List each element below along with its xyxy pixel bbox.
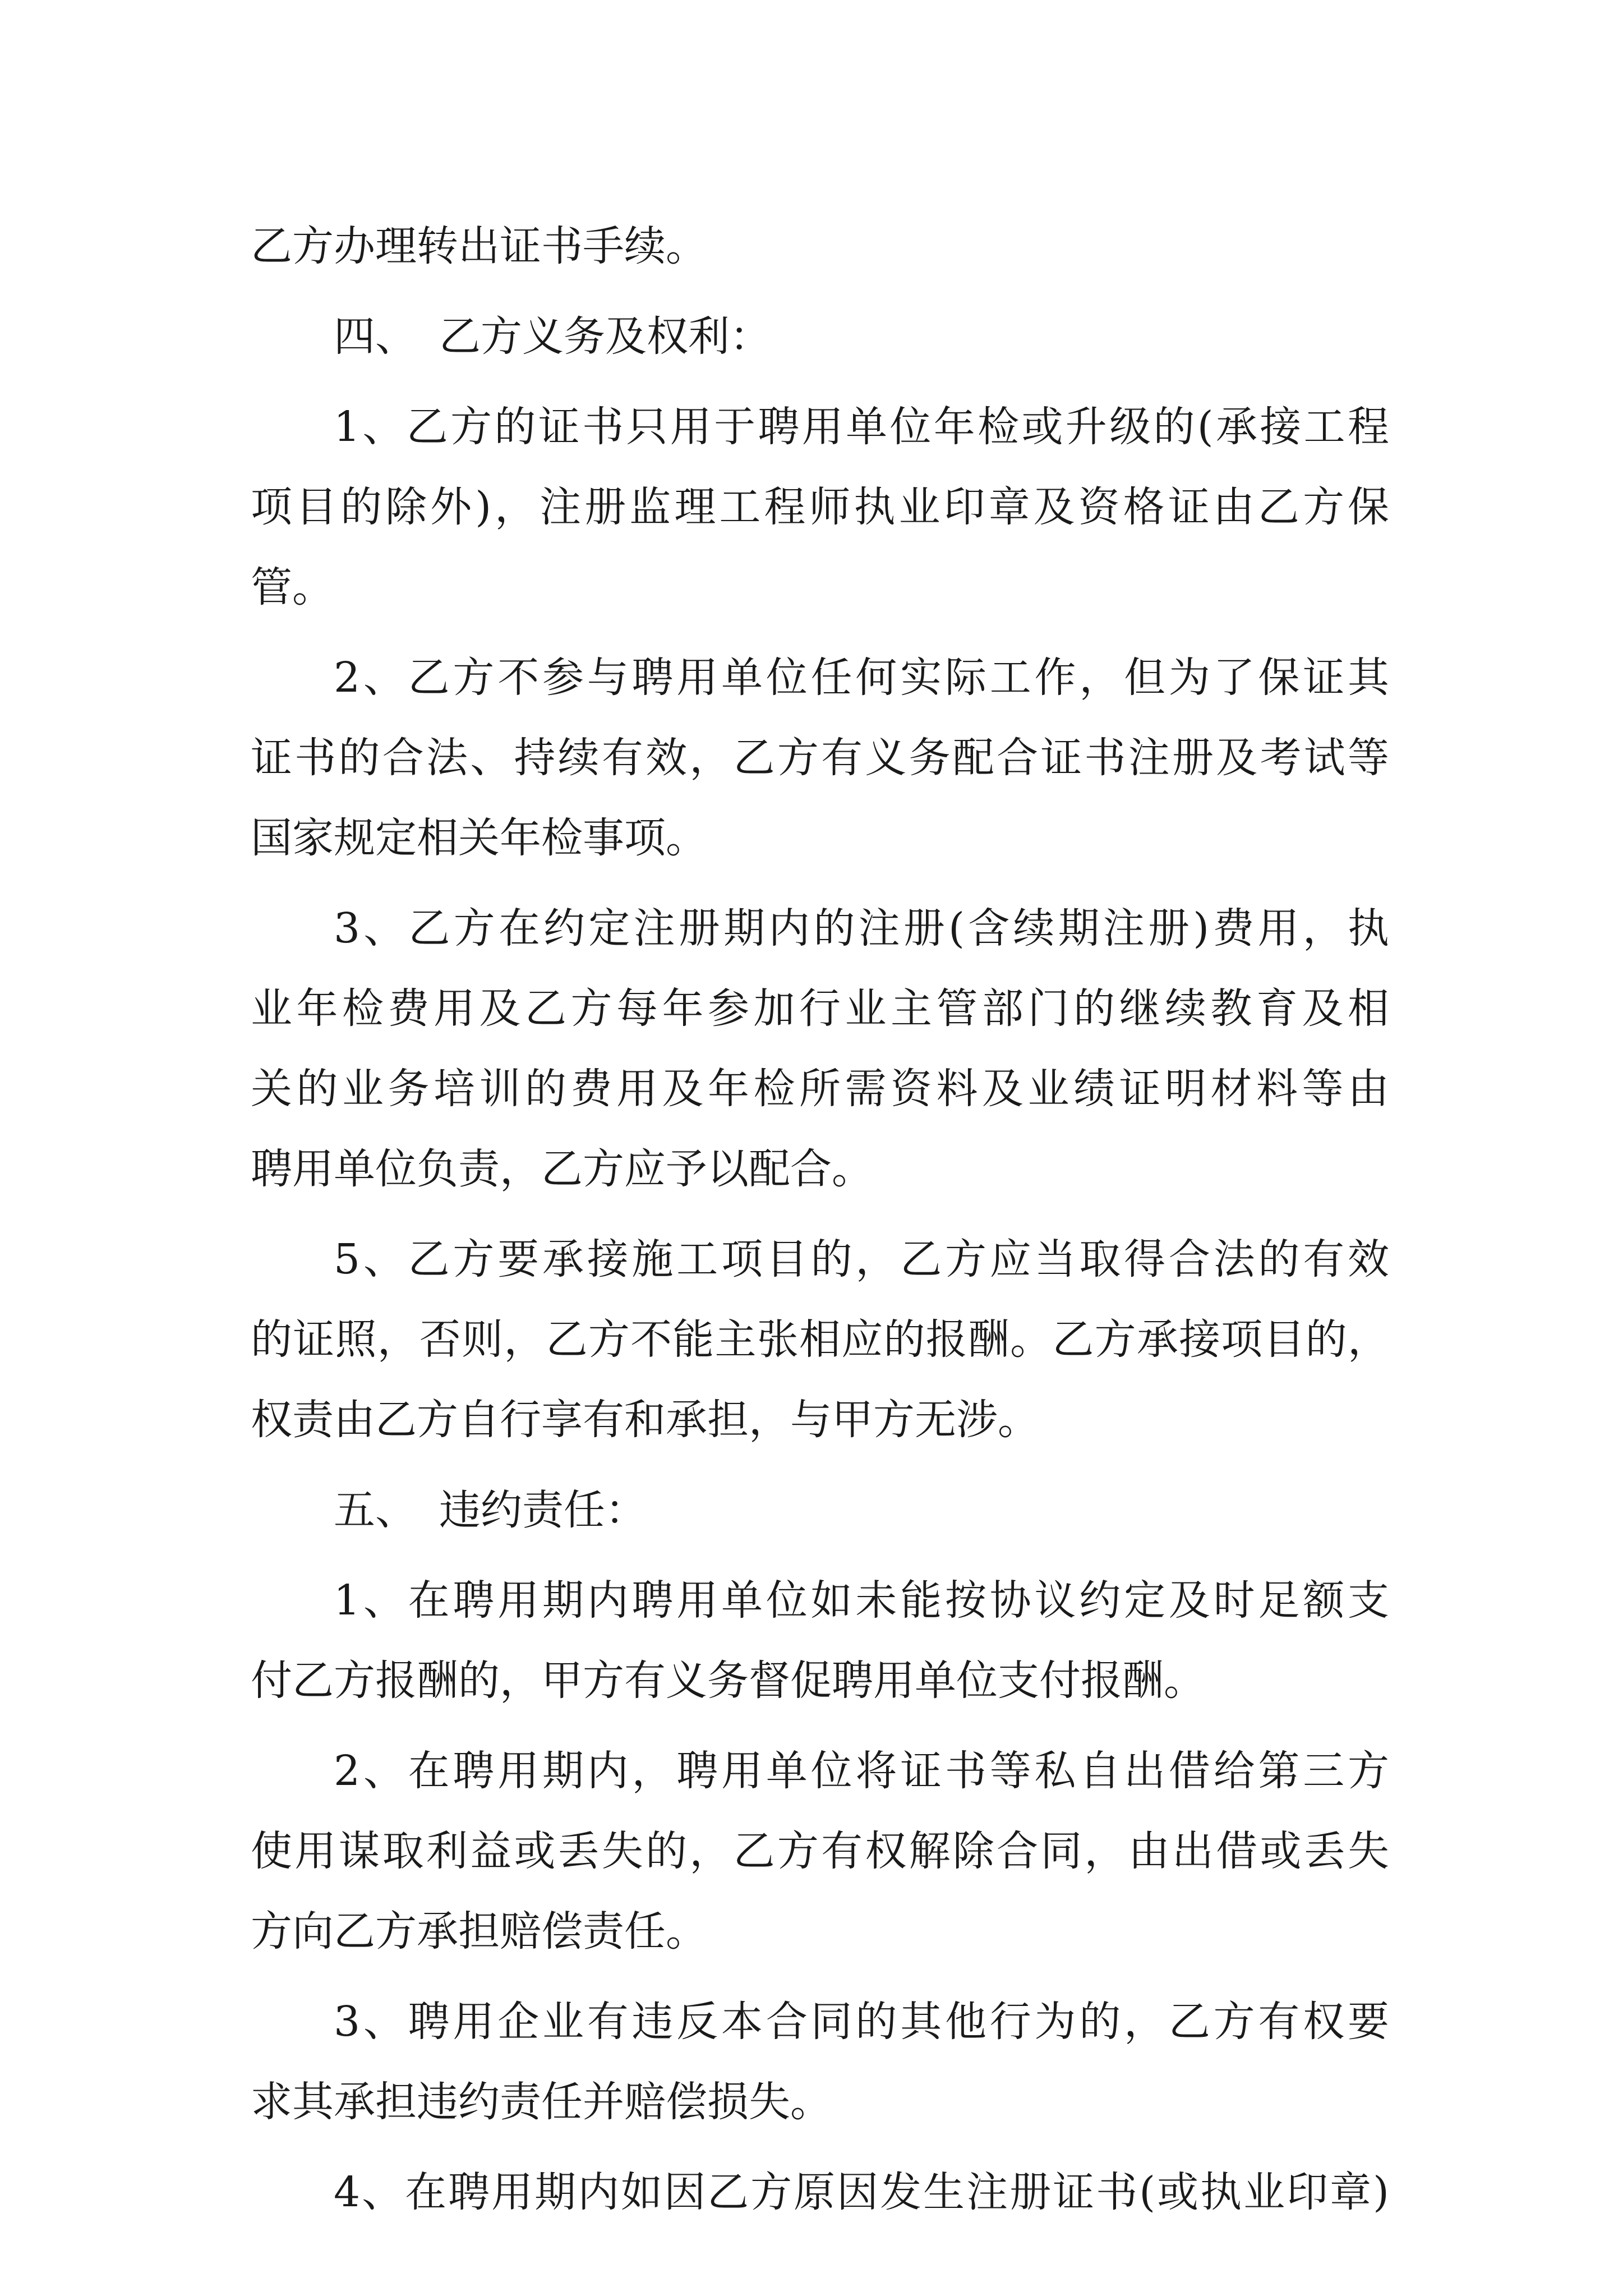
text-line: 聘用单位负责，乙方应予以配合。 xyxy=(251,1145,873,1193)
section-heading-four xyxy=(251,297,1389,377)
text-line: 付乙方报酬的，甲方有义务督促聘用单位支付报酬。 xyxy=(251,1657,1205,1705)
text-line: 权责由乙方自行享有和承担，与甲方无涉。 xyxy=(251,1396,1039,1444)
clause-4-2 xyxy=(251,638,1389,878)
section-title: 违约责任： xyxy=(439,1486,647,1534)
text-line: 管。 xyxy=(251,563,334,611)
clause-4-1 xyxy=(251,387,1389,628)
text-line: 1、在聘用期内聘用单位如未能按协议约定及时足额支 xyxy=(334,1576,1389,1625)
text-line: 1、乙方的证书只用于聘用单位年检或升级的(承接工程 xyxy=(334,403,1389,451)
text-line: 乙方办理转出证书手续。 xyxy=(251,222,707,270)
text-line: 使用谋取利益或丢失的，乙方有权解除合同，由出借或丢失 xyxy=(251,1827,1389,1875)
text-line: 关的业务培训的费用及年检所需资料及业绩证明材料等由 xyxy=(251,1065,1389,1113)
text-line: 4、在聘用期内如因乙方原因发生注册证书(或执业印章) xyxy=(334,2168,1389,2216)
paragraph-continuation xyxy=(251,206,1389,287)
text-line: 2、在聘用期内，聘用单位将证书等私自出借给第三方 xyxy=(334,1747,1389,1795)
clause-4-5 xyxy=(251,1220,1389,1460)
document-body xyxy=(251,206,1389,2243)
clause-5-1 xyxy=(251,1561,1389,1721)
text-line: 方向乙方承担赔偿责任。 xyxy=(251,1907,707,1955)
text-line: 业年检费用及乙方每年参加行业主管部门的继续教育及相 xyxy=(251,984,1389,1033)
text-line: 2、乙方不参与聘用单位任何实际工作，但为了保证其 xyxy=(334,654,1389,702)
section-title: 乙方义务及权利： xyxy=(439,312,771,361)
section-heading-five xyxy=(251,1470,1389,1550)
text-line: 5、乙方要承接施工项目的，乙方应当取得合法的有效 xyxy=(334,1235,1389,1283)
section-number: 四、 xyxy=(334,312,417,361)
text-line: 求其承担违约责任并赔偿损失。 xyxy=(251,2078,832,2126)
text-line: 的证照，否则，乙方不能主张相应的报酬。乙方承接项目的， xyxy=(251,1315,1389,1364)
text-line: 国家规定相关年检事项。 xyxy=(251,814,707,862)
text-line: 3、乙方在约定注册期内的注册(含续期注册)费用，执 xyxy=(334,904,1389,953)
clause-4-3 xyxy=(251,889,1389,1209)
text-line: 证书的合法、持续有效，乙方有义务配合证书注册及考试等 xyxy=(251,734,1389,782)
clause-5-2 xyxy=(251,1731,1389,1972)
clause-5-4 xyxy=(251,2152,1389,2233)
text-line: 项目的除外)，注册监理工程师执业印章及资格证由乙方保 xyxy=(251,483,1389,531)
text-line: 3、聘用企业有违反本合同的其他行为的，乙方有权要 xyxy=(334,1998,1389,2046)
section-number: 五、 xyxy=(334,1486,417,1534)
clause-5-3 xyxy=(251,1982,1389,2142)
